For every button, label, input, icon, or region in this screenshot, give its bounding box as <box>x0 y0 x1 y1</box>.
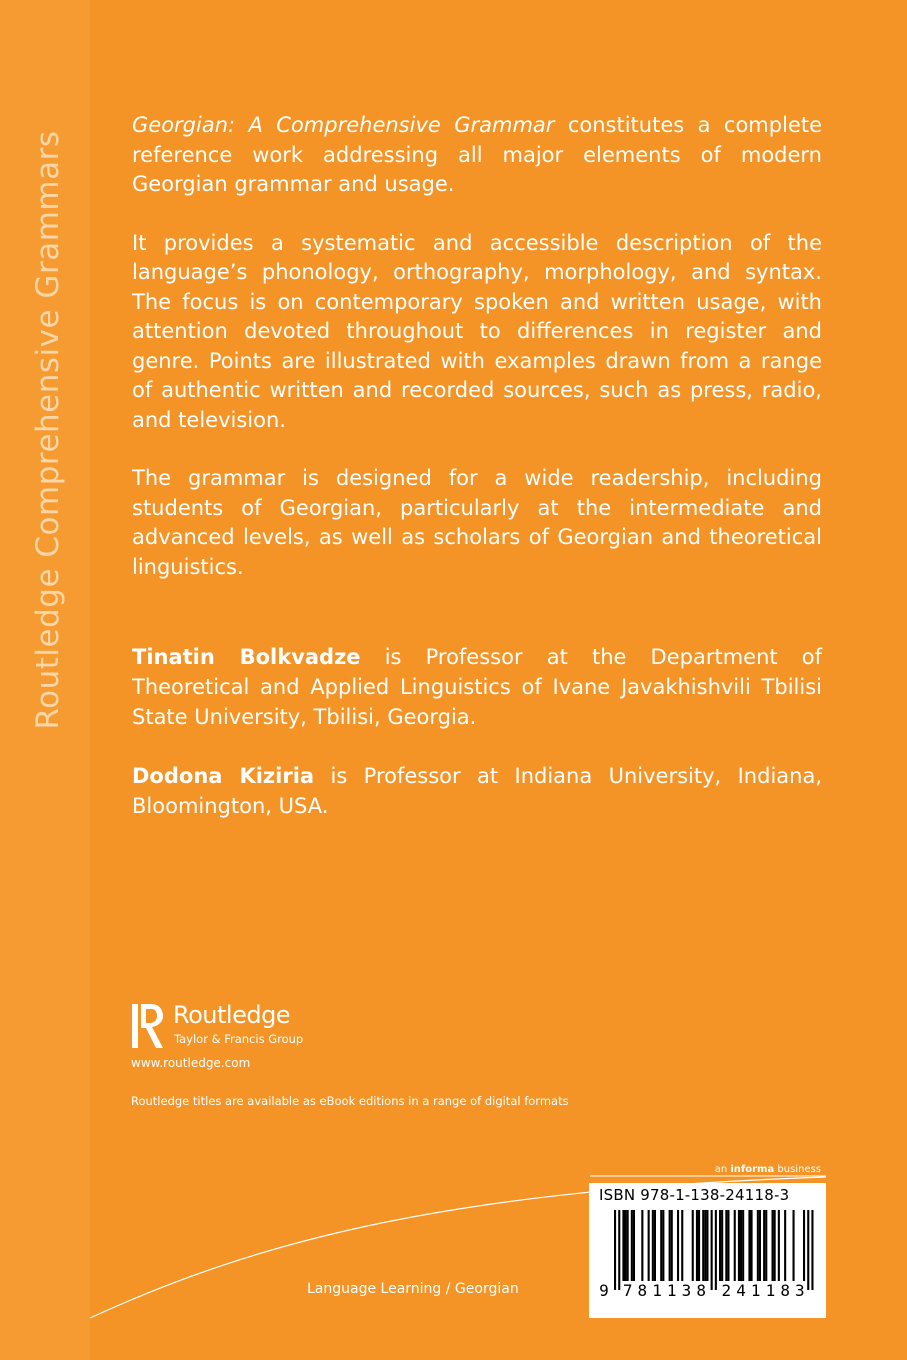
barcode-bar <box>748 1210 750 1281</box>
barcode-bar <box>784 1210 786 1281</box>
barcode-graphic <box>589 1183 826 1318</box>
publisher-website: www.routledge.com <box>131 1056 251 1070</box>
subject-category: Language Learning / Georgian <box>307 1281 519 1297</box>
barcode-digit-8: 4 <box>736 1281 746 1300</box>
barcode-bar <box>648 1210 650 1281</box>
barcode-bar <box>793 1210 795 1281</box>
barcode-digit-12: 3 <box>795 1281 805 1300</box>
barcode-bar <box>681 1210 683 1281</box>
barcode-box <box>589 1183 826 1318</box>
barcode-digit-0: 9 <box>599 1281 609 1300</box>
barcode-bar <box>711 1210 713 1290</box>
barcode-digit-9: 1 <box>750 1281 761 1300</box>
barcode-bar <box>698 1210 700 1281</box>
barcode-bar <box>671 1210 673 1281</box>
barcode-digit-10: 1 <box>765 1281 776 1300</box>
barcode-bar <box>692 1210 694 1281</box>
barcode-bar <box>763 1210 765 1281</box>
author-name-1: Tinatin Bolkvadze <box>132 645 361 669</box>
barcode-bar <box>704 1210 706 1281</box>
barcode-bar <box>669 1210 671 1281</box>
barcode-bar <box>662 1210 664 1281</box>
blurb-paragraph-1-rest: constitutes a complete reference work addressing all major elements of modern Georgian grammar and usage. <box>132 113 822 196</box>
book-title: Georgian: A Comprehensive Grammar <box>132 113 555 137</box>
barcode-bar <box>757 1210 759 1281</box>
barcode-bar <box>719 1210 721 1281</box>
barcode-bar <box>759 1210 761 1281</box>
barcode-bar <box>627 1210 629 1281</box>
barcode-bar <box>625 1210 627 1281</box>
barcode-digit-6: 8 <box>696 1281 706 1300</box>
barcode-bar <box>774 1210 776 1281</box>
barcode-bar <box>696 1210 698 1281</box>
blurb-paragraph-2: It provides a systematic and accessible description of the language’s phonology, orthography, morphology, and syntax. The focus is on contemporary spoken and written usage, with attention devoted throughout to differences in register and genre. Points are illustrated with examples drawn from a range of authentic written and recorded sources, such as press, radio, and television. <box>132 230 822 432</box>
barcode-bar <box>618 1210 620 1290</box>
barcode-bar <box>633 1210 635 1281</box>
barcode-digit-3: 1 <box>652 1281 662 1300</box>
author-bio-text-2: is Professor at Indiana University, Indiana, Bloomington, USA. <box>132 764 822 818</box>
barcode-bar <box>614 1210 616 1290</box>
barcode-bar <box>778 1210 780 1281</box>
barcode-bar <box>660 1210 662 1281</box>
author-name-2: Dodona Kiziria <box>132 764 315 788</box>
publisher-name: Routledge <box>173 1001 291 1029</box>
barcode-bar <box>772 1210 774 1281</box>
barcode-bar <box>631 1210 633 1281</box>
barcode-digit-1: 7 <box>622 1281 633 1300</box>
barcode-bar <box>725 1210 727 1281</box>
barcode-bar <box>807 1210 809 1290</box>
barcode-bar <box>702 1210 704 1281</box>
barcode-bar <box>734 1210 736 1281</box>
barcode-bar <box>727 1210 729 1281</box>
barcode-digit-7: 2 <box>721 1281 732 1300</box>
informa-brand: informa <box>730 1164 775 1175</box>
barcode-bar <box>654 1210 656 1281</box>
blurb-paragraph-3: The grammar is designed for a wide readership, including students of Georgian, particularly at the intermediate and advanced levels, as well as scholars of Georgian and theoretical linguistics. <box>132 466 822 579</box>
isbn-label: ISBN 978-1-138-24118-3 <box>599 1186 790 1204</box>
barcode-bar <box>622 1210 624 1281</box>
barcode-bar <box>811 1210 813 1290</box>
barcode-bar <box>742 1210 744 1281</box>
barcode-digit-11: 8 <box>780 1281 790 1300</box>
author-bio-text-1: is Professor at the Department of Theoretical and Applied Linguistics of Ivane Javakhishvili Tbilisi State University, Tbilisi, Georgia. <box>132 645 822 729</box>
barcode-bar <box>751 1210 753 1281</box>
barcode-digit-4: 1 <box>666 1281 677 1300</box>
barcode-bar <box>706 1210 708 1281</box>
barcode-bar <box>803 1210 805 1281</box>
barcode-bar <box>641 1210 643 1281</box>
barcode-bar <box>715 1210 717 1290</box>
publisher-group: Taylor & Francis Group <box>174 1032 304 1046</box>
series-title: Routledge Comprehensive Grammars <box>30 130 66 730</box>
ebook-note: Routledge titles are available as eBook editions in a range of digital formats <box>131 1094 569 1108</box>
informa-prefix: an <box>714 1164 731 1175</box>
barcode-bar <box>721 1210 723 1281</box>
barcode-digit-5: 3 <box>681 1281 692 1300</box>
informa-suffix: business <box>774 1164 821 1175</box>
barcode-bar <box>765 1210 767 1281</box>
barcode-bar <box>738 1210 740 1281</box>
barcode-bar <box>652 1210 654 1281</box>
barcode-bar <box>677 1210 679 1281</box>
barcode-digit-2: 8 <box>637 1281 648 1300</box>
barcode-bar <box>740 1210 742 1281</box>
